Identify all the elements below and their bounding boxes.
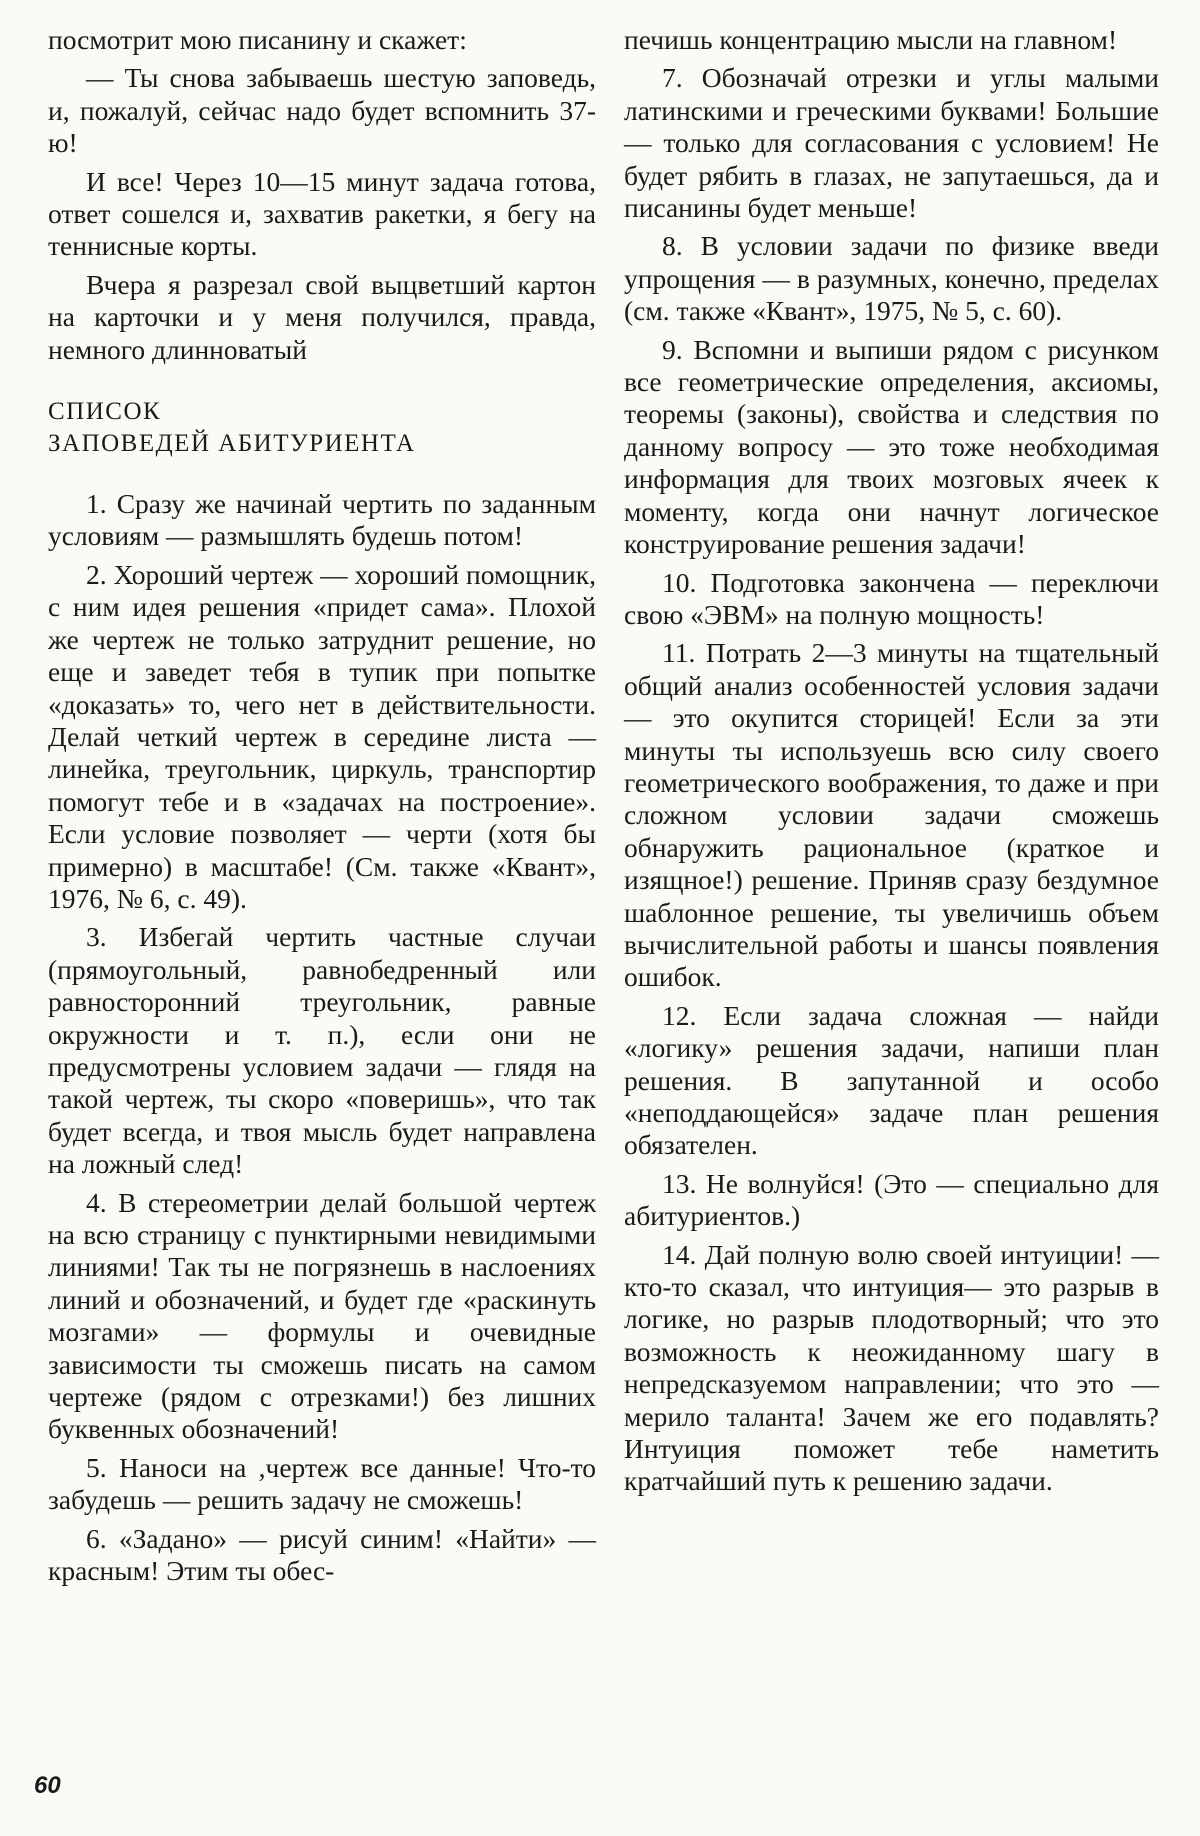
- section-heading: [48, 396, 596, 460]
- item-text: Подготовка закончена — переключи свою «ЭВМ» на полную мощность!: [624, 566, 1160, 630]
- intro-paragraph: Вчера я разрезал свой выцветший картон на карточки и у меня получился, правда, немного длинноватый: [48, 268, 596, 365]
- item-text: Дай полную волю своей интуиции! — кто-то сказал, что интуиция— это разрыв в логике, но разрыв плодотворный; что это возможность к неожиданному шагу в непредсказуемом направлении; что это — мерило таланта! Зачем же его подавлять? Интуиция поможет тебе наметить кратчайший путь к решению задачи.: [624, 1238, 1159, 1497]
- item-text: Не волнуйся! (Это — специально для абитуриентов.): [624, 1167, 1160, 1232]
- item-number: 5.: [86, 1451, 107, 1483]
- item-number: 4.: [86, 1186, 107, 1218]
- item-text: «Задано» — рисуй синим! «Найти» — красным! Этим ты обес-: [48, 1522, 597, 1587]
- item-text: Потрать 2—3 минуты на тщательный общий анализ особенностей условия задачи — это окупится сторицей! Если за эти минуты ты используешь всю силу своего геометрического воображения, то даже и при сложном условии задачи сможешь обнаружить рациональное (краткое и изящное!) решение. Приняв сразу бездумное шаблонное решение, ты увеличишь объем вычислительной работы и шансы появления ошибок.: [624, 637, 1160, 993]
- item-number: 10.: [662, 566, 697, 598]
- intro-paragraph: посмотрит мою писанину и скажет:: [48, 24, 467, 55]
- item-text: Обозначай отрезки и углы малыми латинскими и греческими буквами! Большие — только для согласования с условием! Не будет рябить в глазах, не запутаешься, да и писанины будет меньше!: [624, 62, 1160, 224]
- item-number: 6.: [86, 1522, 107, 1554]
- item-number: 3.: [86, 921, 107, 953]
- item-number: 7.: [662, 62, 683, 94]
- item-text: Если задача сложная — найди «логику» решения задачи, напиши план решения. В запутанной и особо «неподдающейся» задаче план решения обязателен.: [624, 999, 1160, 1161]
- commandment-item: [48, 1452, 596, 1517]
- item-text: Вспомни и выпиши рядом с рисунком все геометрические определения, аксиомы, теоремы (законы), свойства и следствия по данному вопросу — это тоже необходимая информация для твоих мозговых ячеек к моменту, когда они начнут логическое конструирование решения задачи!: [624, 333, 1159, 560]
- item-number: 12.: [662, 999, 697, 1031]
- page-number: 60: [34, 1772, 61, 1799]
- item-number: 14.: [662, 1238, 697, 1270]
- intro-paragraph: И все! Через 10—15 минут задача готова, ответ сошелся и, захватив ракетки, я бегу на теннисные корты.: [48, 165, 596, 262]
- item-text: Хороший чертеж — хороший помощник, с ним идея решения «придет сама». Плохой же чертеж не только затруднит решение, но еще и заведет тебя в тупик при попытке «доказать» то, чего нет в действительности. Делай четкий чертеж в середине листа — линейка, треугольник, циркуль, транспортир помогут тебе и в «задачах на построение». Если условие позволяет — черти (хотя бы примерно) в масштабе! (См. также «Квант», 1976, № 6, с. 49).: [48, 558, 597, 914]
- commandment-item: [624, 1239, 1159, 1498]
- commandment-item: [48, 1523, 596, 1588]
- commandment-item: [624, 637, 1159, 993]
- left-column: [48, 24, 596, 1593]
- section-heading-line: СПИСОК: [48, 398, 162, 426]
- item-text: Наноси на ,чертеж все данные! Что-то забудешь — решить задачу не сможешь!: [48, 1451, 597, 1516]
- right-column: [624, 24, 1159, 1504]
- commandment-item: [48, 921, 596, 1180]
- intro-paragraph: — Ты снова забываешь шестую заповедь, и, пожалуй, сейчас надо будет вспомнить 37-ю!: [48, 62, 596, 159]
- commandment-item: [624, 1000, 1159, 1162]
- commandment-item: [624, 334, 1159, 561]
- commandment-item: [624, 230, 1159, 327]
- item-text: Избегай чертить частные случаи (прямоугольный, равнобедренный или равносторонний треугольник, равные окружности и т. п.), если они не предусмотрены условием задачи — глядя на такой чертеж, ты скоро «поверишь», что так будет всегда, и твоя мысль будет направлена на ложный след!: [48, 921, 596, 1180]
- item-text: В стереометрии делай большой чертеж на всю страницу с пунктирными невидимыми линиями! Так ты не погрязнешь в наслоениях линий и обозначений, и будет где «раскинуть мозгами» — формулы и очевидные зависимости ты сможешь писать на самом чертеже (рядом с отрезками!) без лишних буквенных обозначений!: [48, 1186, 596, 1445]
- commandment-item: [48, 1187, 596, 1446]
- item-number: 2.: [86, 558, 107, 590]
- item-number: 1.: [86, 488, 107, 520]
- continuation-paragraph: печишь концентрацию мысли на главном!: [624, 24, 1118, 55]
- commandment-item: [624, 62, 1159, 224]
- item-text: Сразу же начинай чертить по заданным условиям — размышлять будешь потом!: [48, 488, 597, 552]
- commandment-item: [48, 559, 596, 915]
- item-number: 9.: [662, 333, 683, 365]
- commandment-item: [48, 488, 596, 553]
- item-number: 8.: [662, 230, 683, 262]
- commandment-item: [624, 1168, 1159, 1233]
- item-number: 13.: [662, 1167, 697, 1199]
- section-heading-line: ЗАПОВЕДЕЙ АБИТУРИЕНТА: [48, 430, 416, 458]
- commandment-item: [624, 567, 1159, 632]
- item-text: В условии задачи по физике введи упрощения — в разумных, конечно, пределах (см. также «Квант», 1975, № 5, с. 60).: [624, 230, 1160, 327]
- item-number: 11.: [662, 637, 696, 669]
